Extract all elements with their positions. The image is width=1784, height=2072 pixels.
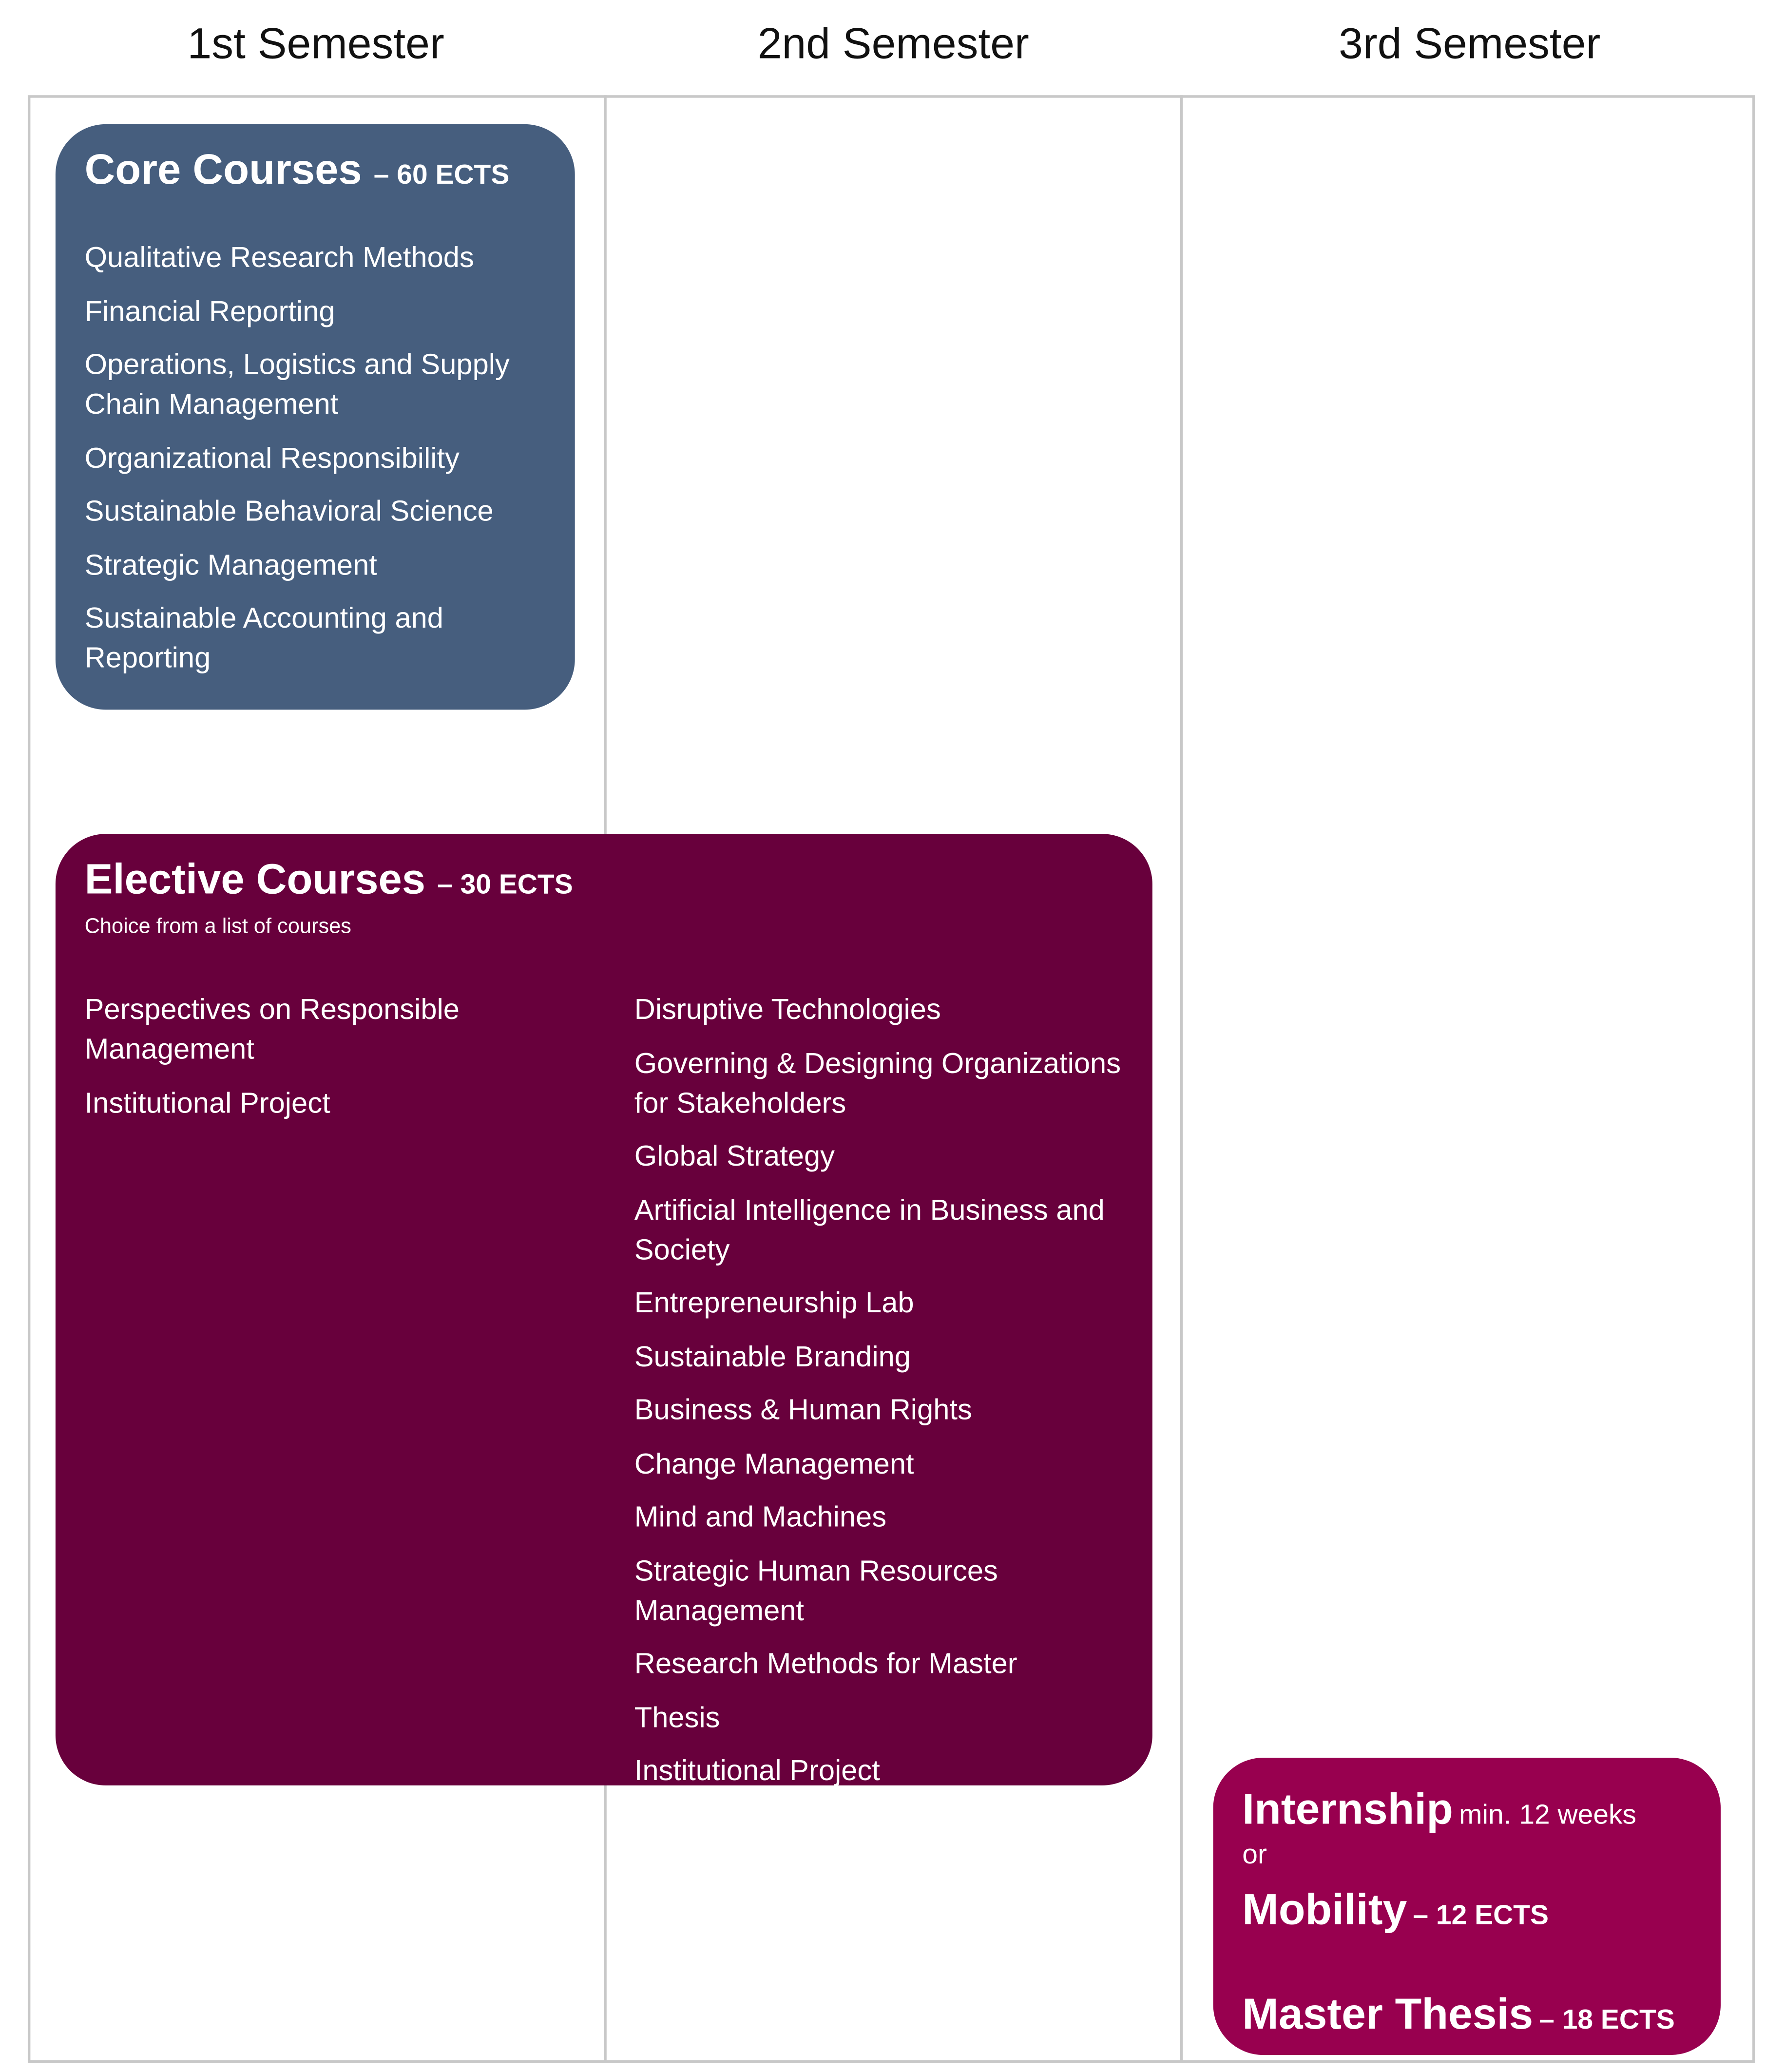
course-item: Operations, Logistics and Supply Chain Management	[84, 347, 510, 421]
semester-3-header: 3rd Semester	[1339, 18, 1601, 68]
mobility-line	[1242, 1884, 1549, 1935]
mobility-ects: – 12 ECTS	[1413, 1900, 1549, 1931]
semester-2-header: 2nd Semester	[757, 18, 1029, 68]
course-item: Strategic Management	[84, 548, 377, 581]
elective-title	[85, 855, 573, 904]
thesis-line	[1242, 1989, 1675, 2039]
elective-ects: – 30 ECTS	[437, 869, 573, 900]
course-item: Institutional Project	[634, 1753, 880, 1787]
thesis-ects: – 18 ECTS	[1539, 2005, 1675, 2035]
internship-note: min. 12 weeks	[1458, 1800, 1637, 1831]
course-item: Institutional Project	[84, 1085, 330, 1119]
core-ects: – 60 ECTS	[373, 160, 510, 191]
course-item: Disruptive Technologies	[634, 992, 941, 1026]
course-item: Entrepreneurship Lab	[634, 1285, 914, 1319]
internship-thesis-box	[1213, 1758, 1721, 2055]
course-item: Financial Reporting	[84, 294, 335, 327]
elective-courses-box	[56, 834, 1152, 1785]
core-title	[85, 145, 510, 194]
course-item: Thesis	[634, 1700, 720, 1733]
core-course-list	[85, 238, 560, 692]
course-item: Research Methods for Master	[634, 1647, 1017, 1680]
course-item: Change Management	[634, 1446, 914, 1480]
course-item: Organizational Responsibility	[84, 441, 460, 474]
course-item: Mind and Machines	[634, 1500, 887, 1533]
or-label: or	[1242, 1840, 1267, 1870]
semester-1-header: 1st Semester	[187, 18, 444, 68]
thesis-label: Master Thesis	[1242, 1989, 1534, 2038]
elective-list-semester-2	[634, 990, 1123, 1804]
course-item: Sustainable Behavioral Science	[84, 494, 494, 528]
mobility-label: Mobility	[1242, 1884, 1407, 1934]
elective-title-text: Elective Courses	[84, 855, 426, 903]
course-item: Sustainable Branding	[634, 1339, 911, 1373]
course-item: Governing & Designing Organizations for Stakeholders	[634, 1046, 1121, 1119]
course-item: Business & Human Rights	[634, 1393, 972, 1426]
course-item: Strategic Human Resources Management	[634, 1553, 998, 1627]
course-item: Qualitative Research Methods	[84, 240, 474, 274]
core-title-text: Core Courses	[84, 145, 362, 193]
column-divider	[1180, 95, 1183, 2063]
course-item: Global Strategy	[634, 1139, 835, 1172]
elective-note: Choice from a list of courses	[84, 916, 352, 939]
course-item: Perspectives on Responsible Management	[84, 992, 460, 1065]
internship-label: Internship	[1242, 1784, 1453, 1833]
course-item: Artificial Intelligence in Business and Society	[634, 1192, 1105, 1266]
core-courses-box	[56, 124, 575, 710]
elective-list-semester-1	[85, 990, 521, 1136]
internship-line	[1242, 1784, 1636, 1834]
course-item: Sustainable Accounting and Reporting	[84, 601, 444, 674]
